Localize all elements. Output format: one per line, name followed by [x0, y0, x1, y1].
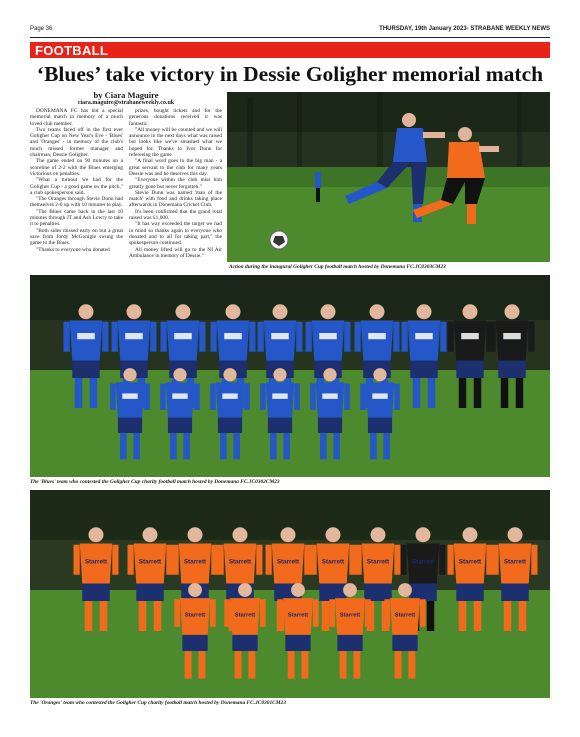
paragraph: "It has way exceeded the target we had in mind so thanks again to everyone who donated and to all for taking part," the spokesperson continued. [129, 221, 222, 247]
paragraph: "The Blues came back in the last 10 minutes through JT and Ash Lowry to take it to penalties. [30, 208, 123, 228]
paragraph: "Everyone within the club miss him greatly gone but never forgotten." [129, 177, 222, 190]
section-banner [30, 42, 550, 58]
sponsor-text: Starrett [339, 612, 361, 619]
article-column-1 [30, 108, 123, 274]
paragraph: "Thanks to everyone who donated [36, 246, 110, 253]
sponsor-text: Starrett [366, 558, 390, 566]
action-photo-caption: Action during the inaugural Goligher Cup football match hosted by Donemana FC.JC0303CM23 [229, 264, 446, 270]
action-photo [227, 92, 550, 262]
sponsor-text: Starrett [458, 558, 482, 566]
paragraph: "Both sides missed early on but a great save from Jordy McGonigle swung the game to the Blues. [30, 227, 123, 247]
paragraph: "All money will be counted and we will announce in the next days what was raised but looks like we've smashed what we hoped for. Thanks to Ivor Dunn for refereeing the game [129, 126, 222, 159]
paragraph: DONEMANA FC has hld a special memorial match in memory of a much loved club member. [30, 108, 123, 127]
issue-date: THURSDAY, 19th January 2023- STRABANE WEEKLY NEWS [379, 26, 550, 32]
oranges-team-photo [30, 490, 550, 698]
paragraph: prizes, bought tickets and for the generous donations received it was fantastic. [129, 108, 222, 127]
sponsor-text: Starrett [394, 612, 416, 619]
oranges-team-image [30, 490, 550, 698]
author-email[interactable]: ciara.maguire@strabaneweekly.co.uk [77, 100, 175, 106]
sponsor-text: Starrett [411, 558, 435, 566]
sponsor-text: Starrett [84, 558, 108, 566]
article-column-2 [129, 108, 222, 274]
sponsor-text: Starrett [138, 558, 162, 566]
sponsor-text: Starrett [184, 612, 206, 619]
paragraph: Stevie Dunn was named 'man of the match' with food and drinks taking place afterwards in Donemana Cricket Club. [129, 189, 222, 209]
sponsor-text: Starrett [276, 558, 300, 566]
article-body [30, 108, 222, 274]
sponsor-text: Starrett [503, 558, 527, 566]
paragraph: All money lifted will go to the NI Air Ambulance in memory of Dessie." [129, 246, 222, 259]
paragraph: "The Oranges through Stevie Dunn had themselves 2-0 up with 10 minutes to play. [30, 196, 123, 209]
page-number: Page 36 [30, 26, 53, 32]
paragraph: It's been confirmed that the grand total raised was £1,000. [129, 208, 222, 222]
sponsor-text: Starrett [321, 558, 345, 566]
page-header [30, 26, 550, 36]
header-divider [30, 37, 550, 38]
blues-team-image [30, 275, 550, 477]
blues-team-caption: The 'Blues' team who contested the Goligher Cup charity football match hosted by Donemana FC.JC0302CM23 [30, 479, 280, 485]
sponsor-text: Starrett [287, 612, 309, 619]
section-label: FOOTBALL [35, 43, 109, 58]
sponsor-text: Starrett [234, 612, 256, 619]
action-photo-image [227, 92, 550, 262]
blues-team-photo [30, 275, 550, 477]
oranges-team-caption: The 'Oranges' team who contested the Goligher Cup charity football match hosted by Donemana FC.JC0301CM23 [30, 700, 286, 706]
paragraph: "A final word goes to the big man - a great servant to the club for many years Dessie was and he deserves this day. [129, 158, 222, 177]
sponsor-text: Starrett [228, 558, 252, 566]
headline: ‘Blues’ take victory in Dessie Goligher memorial match [36, 62, 544, 86]
paragraph: Two teams faced off in the first ever Goligher Cup on New Year's Eve - 'Blues' and 'Oranges' - in memory of the club's much missed former manager and chairman, Dessie Goligher. [30, 126, 123, 159]
byline [30, 90, 222, 106]
sponsor-text: Starrett [183, 558, 207, 566]
paragraph: "What a turnout we had for the Goligher Cup - a good game on the pitch," a club spokesperson said. [30, 177, 123, 196]
paragraph: The game ended on 90 minutes on a scoreline of 2-2 with the Blues emerging victorious on penalties. [30, 158, 123, 177]
author-name: by Ciara Maguire [93, 90, 159, 100]
